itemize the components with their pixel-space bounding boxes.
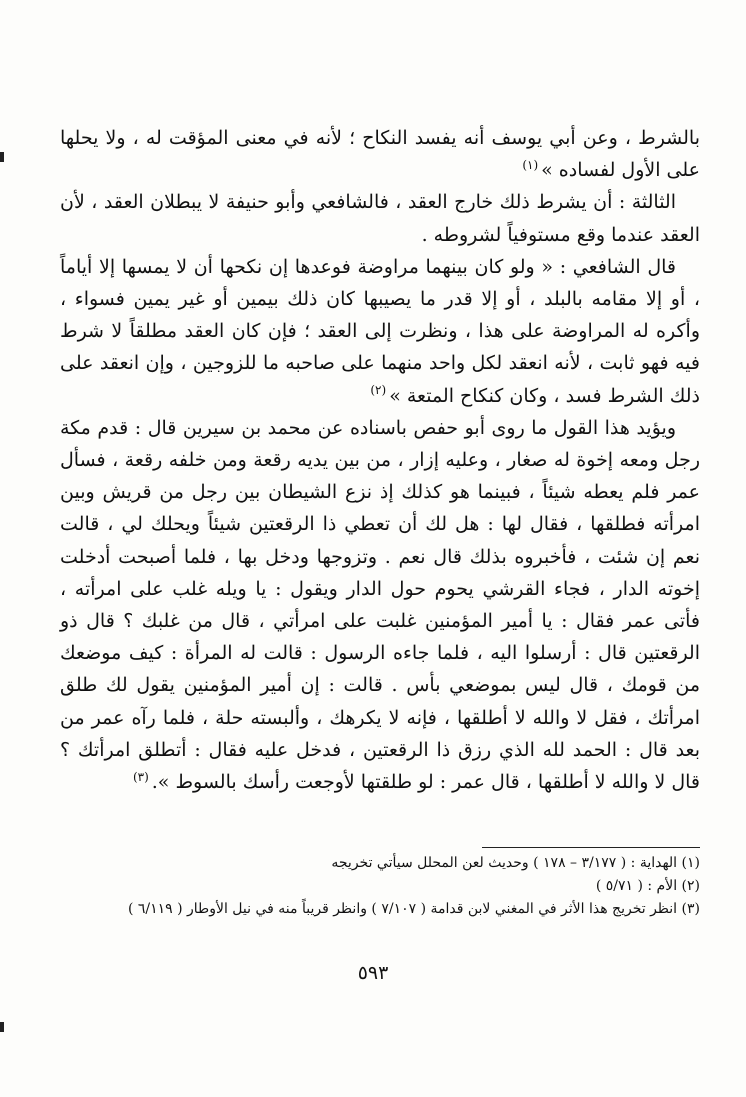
footnote-ref: (١) [522, 157, 539, 172]
footnote-ref: (٢) [370, 383, 387, 398]
footnotes [90, 852, 700, 921]
margin-mark [0, 1022, 4, 1032]
footnote-divider [482, 847, 700, 848]
paragraph: بالشرط ، وعن أبي يوسف أنه يفسد النكاح ؛ لأنه في معنى المؤقت له ، ولا يحلها على الأول لفساده »$^{(١)}$ [60, 127, 700, 182]
footnote: (٣) انظر تخريج هذا الأثر في المغني لابن قدامة ( ٧/١٠٧ ) وانظر قريباً منه في نيل الأوطار ( ٦/١١٩ ) [127, 901, 700, 917]
main-text [60, 122, 700, 798]
paragraph: ويؤيد هذا القول ما روى أبو حفص باسناده عن محمد بن سيرين قال : قدم مكة رجل ومعه إخوة له صغار ، وعليه إزار ، من بين يديه رقعة ومن خلفه رقعة ، فسأل عمر فلم يعطه شيئاً ، فبينما هو كذلك إذ نزع الشيطان بين رجل من قريش وبين امرأته فطلقها ، فقال لها : هل لك أن تعطي ذا الرقعتين شيئاً ويحلك لي ، قالت نعم إن شئت ، فأخبروه بذلك قال نعم . وتزوجها ودخل بها ، فلما أصبحت أدخلت إخوته الدار ، فجاء القرشي يحوم حول الدار ويقول : يا ويله غلب على امرأته ، فأتى عمر فقال : يا أمير المؤمنين غلبت على امرأتي ، قال من غلبك ؟ قال ذو الرقعتين قال : أرسلوا اليه ، فلما جاءه الرسول : قالت له المرأة : كيف موضعك من قومك ، قال ليس بموضعي بأس . قالت : إن أمير المؤمنين يقول لك طلق امرأتك ، فقل لا والله لا أطلقها ، فإنه لا يكرهك ، وألبسته حلة ، فلما رآه عمر من بعد قال : الحمد لله الذي رزق ذا الرقعتين ، فدخل عليه فقال : أتطلق امرأتك ؟ قال لا والله لا أطلقها ، قال عمر : لو طلقتها لأوجعت رأسك بالسوط ».$^{(٣)}$ [60, 416, 700, 794]
paragraph: الثالثة : أن يشرط ذلك خارج العقد ، فالشافعي وأبو حنيفة لا يبطلان العقد ، لأن العقد عندما وقع مستوفياً لشروطه . [60, 191, 700, 246]
footnote-ref: (٣) [132, 769, 149, 784]
margin-mark [0, 152, 4, 162]
footnote: (١) الهداية : ( ٣/١٧٧ – ١٧٨ ) وحديث لعن المحلل سيأتي تخريجه [331, 855, 700, 871]
page-number: ٥٩٣ [357, 962, 389, 984]
footnote: (٢) الأم : ( ٥/٧١ ) [595, 878, 700, 894]
paragraph: قال الشافعي : « ولو كان بينهما مراوضة فوعدها إن نكحها أن لا يمسها إلا أياماً ، أو إلا مقامه بالبلد ، أو إلا قدر ما يصيبها كان ذلك بيمين أو غير يمين فسواء ، وأكره له المراوضة على هذا ، ونظرت إلى العقد ؛ فإن كان العقد مطلقاً لا شرط فيه فهو ثابت ، لأنه انعقد لكل واحد منهما على صاحبه ما للزوجين ، وإن انعقد على ذلك الشرط فسد ، وكان كنكاح المتعة »$^{(٢)}$ [60, 255, 700, 407]
